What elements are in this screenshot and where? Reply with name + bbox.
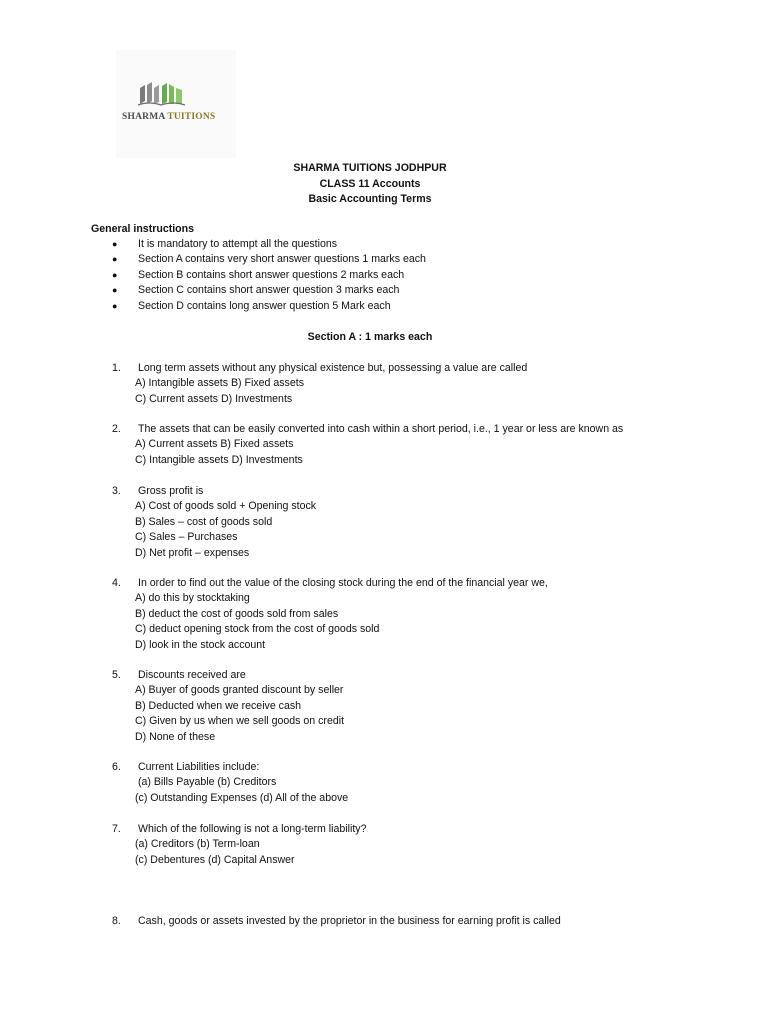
question-text: Current Liabilities include:	[138, 761, 260, 773]
instruction-item	[112, 237, 426, 252]
question-option: B) Sales – cost of goods sold	[135, 515, 273, 528]
question-number: 4.	[112, 577, 121, 589]
header-topic: Basic Accounting Terms	[308, 193, 432, 205]
question-option: A) Cost of goods sold + Opening stock	[135, 500, 317, 513]
instruction-item	[112, 268, 426, 283]
question-option: A) Buyer of goods granted discount by seller	[135, 684, 344, 697]
instruction-text: It is mandatory to attempt all the questions	[138, 238, 338, 250]
instruction-item	[112, 252, 426, 267]
question-number: 8.	[112, 915, 121, 927]
logo-word-sharma: SHARMA	[122, 112, 165, 122]
bullet-icon: ●	[112, 254, 118, 265]
header-institute: SHARMA TUITIONS JODHPUR	[293, 162, 447, 174]
question-option: C) Given by us when we sell goods on credit	[135, 715, 345, 728]
instructions-title: General instructions	[91, 223, 195, 235]
question-3	[112, 484, 316, 561]
question-1	[112, 361, 527, 407]
question-6	[112, 760, 348, 806]
instruction-text: Section B contains short answer questions 2 marks each	[138, 268, 405, 281]
question-option: (a) Creditors (b) Term-loan	[135, 838, 260, 851]
bullet-icon: ●	[112, 239, 118, 249]
question-option: D) look in the stock account	[135, 638, 266, 651]
logo-word-tuitions: TUITIONS	[167, 112, 216, 122]
instructions-list	[112, 237, 426, 314]
question-option: C) Sales – Purchases	[135, 531, 238, 544]
question-option: A) Current assets B) Fixed assets	[135, 438, 294, 451]
question-number: 1.	[112, 362, 121, 374]
question-text: Long term assets without any physical existence but, possessing a value are called	[138, 362, 528, 374]
question-option: D) None of these	[135, 730, 216, 743]
question-7	[112, 822, 366, 868]
question-number: 7.	[112, 823, 121, 835]
question-number: 2.	[112, 423, 121, 435]
question-2	[112, 422, 623, 468]
instruction-text: Section D contains long answer question 5 Mark each	[138, 299, 391, 312]
question-option: D) Net profit – expenses	[135, 546, 250, 559]
bullet-icon: ●	[112, 300, 118, 311]
instruction-item	[112, 299, 426, 314]
header-class: CLASS 11 Accounts	[319, 177, 421, 190]
question-text: In order to find out the value of the closing stock during the end of the financial year we,	[138, 577, 548, 589]
question-text: Which of the following is not a long-term liability?	[138, 823, 367, 835]
document-header	[0, 161, 740, 208]
instruction-text: Section C contains short answer question 3 marks each	[138, 284, 400, 297]
question-number: 6.	[112, 761, 121, 773]
question-option: B) Deducted when we receive cash	[135, 699, 302, 712]
question-option: (a) Bills Payable (b) Creditors	[135, 776, 277, 789]
bullet-icon: ●	[112, 285, 118, 296]
question-number: 3.	[112, 485, 121, 497]
instruction-item	[112, 283, 426, 298]
question-text: Cash, goods or assets invested by the proprietor in the business for earning profit is called	[138, 915, 561, 927]
question-option: (c) Debentures (d) Capital Answer	[135, 853, 295, 866]
question-option: B) deduct the cost of goods sold from sales	[135, 607, 339, 620]
question-option: C) Intangible assets D) Investments	[135, 453, 303, 466]
question-number: 5.	[112, 669, 121, 681]
question-text: Discounts received are	[138, 669, 246, 681]
instruction-text: Section A contains very short answer questions 1 marks each	[138, 253, 426, 266]
book-logo-icon	[137, 80, 187, 106]
question-option: C) deduct opening stock from the cost of goods sold	[135, 623, 380, 636]
question-option: (c) Outstanding Expenses (d) All of the above	[135, 791, 349, 804]
section-a-title: Section A : 1 marks each	[307, 331, 433, 343]
logo	[116, 50, 236, 158]
question-4	[112, 576, 548, 653]
question-text: Gross profit is	[138, 485, 204, 497]
question-5	[112, 668, 344, 745]
question-text: The assets that can be easily converted into cash within a short period, i.e., 1 year or less are known as	[138, 423, 624, 435]
logo-wordmark	[122, 112, 222, 122]
question-option: A) Intangible assets B) Fixed assets	[135, 377, 304, 390]
question-option: C) Current assets D) Investments	[135, 392, 293, 405]
bullet-icon: ●	[112, 269, 118, 280]
question-option: A) do this by stocktaking	[135, 592, 250, 605]
question-8	[112, 914, 561, 929]
